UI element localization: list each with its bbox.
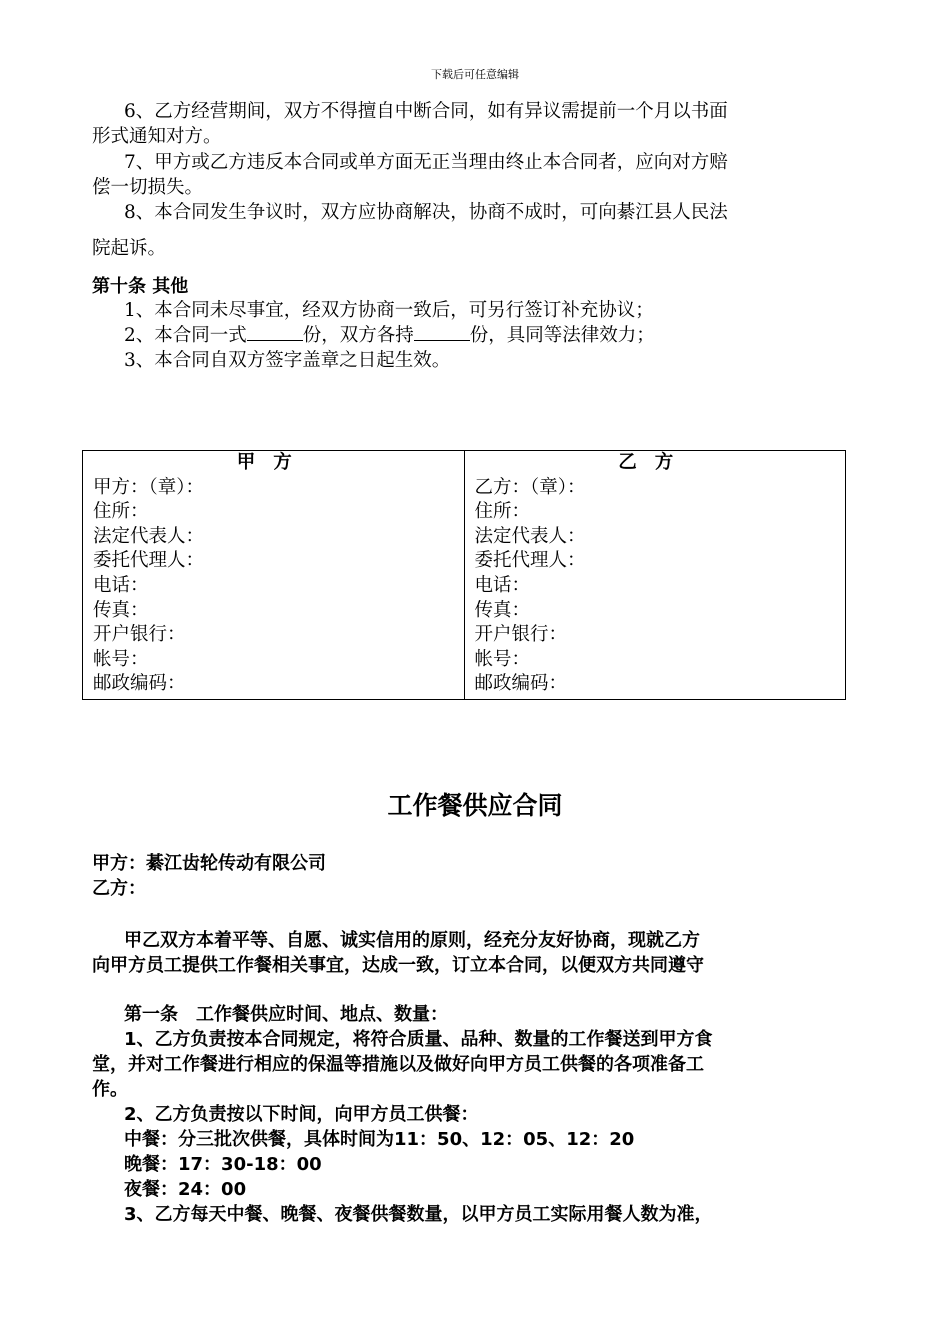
party-b-cell: [464, 451, 846, 700]
party-a-cell: [83, 451, 465, 700]
article-10-item1: 1、本合同未尽事宜，经双方协商一致后，可另行签订补充协议；: [124, 300, 654, 321]
night-schedule: 夜餐：24：00: [124, 1179, 247, 1200]
party-b-field: 电话：: [474, 574, 531, 596]
article-10-item2: [92, 323, 862, 348]
article-1-item2: 2、乙方负责按以下时间，向甲方员工供餐：: [124, 1104, 479, 1125]
party-a-name: 甲方：綦江齿轮传动有限公司: [92, 853, 326, 874]
article-1-title: 第一条 工作餐供应时间、地点、数量：: [124, 1004, 448, 1025]
party-a-field: 传真：: [93, 599, 149, 621]
signature-table: [82, 450, 846, 700]
clause-7-line1: 7、甲方或乙方违反本合同或单方面无正当理由终止本合同者，应向对方赔: [124, 152, 728, 173]
clause-8-line2: 院起诉。: [92, 238, 167, 259]
party-a-field: 法定代表人：: [93, 525, 205, 547]
clause-6-line1: 6、乙方经营期间，双方不得擅自中断合同，如有异议需提前一个月以书面: [124, 101, 728, 122]
party-a-field: 帐号：: [93, 648, 149, 670]
article-1-item1-line1: 1、乙方负责按本合同规定，将符合质量、品种、数量的工作餐送到甲方食: [124, 1029, 713, 1050]
copies-total-blank[interactable]: [247, 326, 303, 341]
copies-each-blank[interactable]: [414, 326, 470, 341]
item2-part-a: 2、本合同一式: [124, 325, 247, 346]
party-a-field: 委托代理人：: [93, 550, 205, 572]
article-1-item1-line2: 堂，并对工作餐进行相应的保温等措施以及做好向甲方员工供餐的各项准备工: [92, 1054, 704, 1075]
clause-6-line2: 形式通知对方。: [92, 126, 222, 147]
article-10-item3: 3、本合同自双方签字盖章之日起生效。: [124, 350, 451, 371]
article-1-item3: 3、乙方每天中餐、晚餐、夜餐供餐数量，以甲方员工实际用餐人数为准，: [124, 1204, 713, 1225]
page-header: 下载后可任意编辑: [431, 68, 519, 81]
party-a-field: 甲方：（章）：: [93, 476, 205, 498]
intro-line1: 甲乙双方本着平等、自愿、诚实信用的原则，经充分友好协商，现就乙方: [124, 930, 700, 951]
dinner-schedule: 晚餐：17：30-18：00: [124, 1154, 322, 1175]
party-a-field: 电话：: [93, 574, 149, 596]
party-b-field: 邮政编码：: [474, 673, 568, 695]
party-b-field: 帐号：: [474, 648, 531, 670]
party-b-field: 传真：: [474, 599, 531, 621]
party-a-field: 住所：: [93, 501, 149, 523]
lunch-schedule: 中餐：分三批次供餐，具体时间为11：50、12：05、12：20: [124, 1129, 635, 1150]
party-b-field: 住所：: [474, 501, 531, 523]
party-a-field: 邮政编码：: [93, 673, 186, 695]
intro-line2: 向甲方员工提供工作餐相关事宜，达成一致，订立本合同，以便双方共同遵守: [92, 955, 704, 976]
clause-8-line1: 8、本合同发生争议时，双方应协商解决，协商不成时，可向綦江县人民法: [124, 202, 728, 223]
article-1-item1-line3: 作。: [92, 1079, 128, 1100]
clause-7-line2: 偿一切损失。: [92, 177, 204, 198]
party-b-field: 委托代理人：: [474, 550, 586, 572]
article-10-title: 第十条 其他: [92, 276, 189, 297]
item2-part-c: 份，具同等法律效力；: [469, 325, 655, 346]
party-b-field: 开户银行：: [474, 624, 568, 646]
party-a-heading: 甲方: [236, 452, 310, 473]
party-b-field: 乙方：（章）：: [474, 476, 586, 498]
party-a-field: 开户银行：: [93, 624, 186, 646]
party-b-field: 法定代表人：: [474, 525, 586, 547]
contract-title: 工作餐供应合同: [387, 791, 563, 820]
item2-part-b: 份，双方各持: [302, 325, 414, 346]
party-b-name: 乙方：: [92, 878, 146, 899]
party-b-heading: 乙方: [618, 452, 692, 473]
